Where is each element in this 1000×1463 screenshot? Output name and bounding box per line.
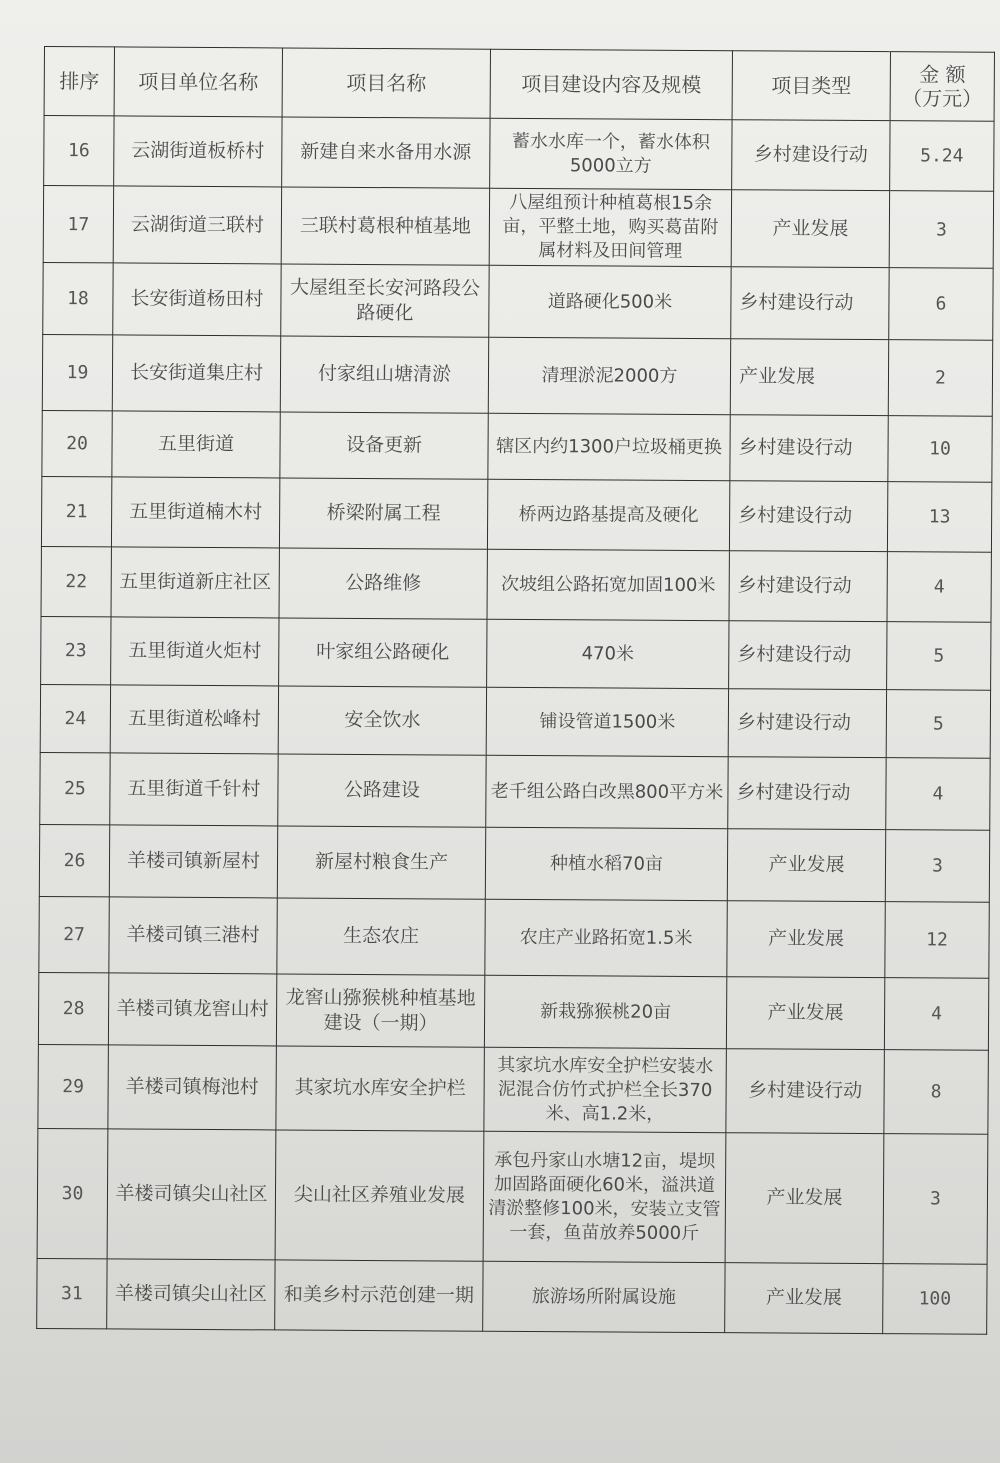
cell-type: 产业发展 xyxy=(725,1133,884,1264)
table-row xyxy=(38,972,988,1050)
cell-index: 29 xyxy=(38,1044,109,1128)
cell-content: 铺设管道1500米 xyxy=(486,687,728,756)
cell-index: 27 xyxy=(39,896,109,972)
cell-type: 产业发展 xyxy=(727,829,885,902)
cell-name: 大屋组至长安河路段公路硬化 xyxy=(281,264,489,337)
cell-amount: 13 xyxy=(887,482,991,553)
cell-unit: 长安街道杨田村 xyxy=(113,263,281,336)
cell-amount: 4 xyxy=(884,978,988,1051)
cell-amount: 12 xyxy=(885,902,989,979)
header-unit: 项目单位名称 xyxy=(114,47,282,117)
table-row xyxy=(43,186,993,269)
cell-content: 老千组公路白改黑800平方米 xyxy=(486,755,728,828)
cell-unit: 羊楼司镇尖山社区 xyxy=(107,1129,276,1260)
cell-type: 产业发展 xyxy=(731,190,889,268)
table-header-row xyxy=(44,47,994,122)
cell-type: 乡村建设行动 xyxy=(732,120,890,191)
cell-name: 其家坑水库安全护栏 xyxy=(276,1046,485,1131)
cell-index: 21 xyxy=(41,476,111,546)
cell-name: 安全饮水 xyxy=(278,686,486,755)
table-row xyxy=(41,476,991,552)
cell-unit: 羊楼司镇梅池村 xyxy=(108,1045,277,1130)
cell-name: 设备更新 xyxy=(280,412,488,479)
cell-content: 次坡组公路拓宽加固100米 xyxy=(487,549,729,620)
cell-type: 乡村建设行动 xyxy=(729,621,887,690)
cell-name: 付家组山塘清淤 xyxy=(280,336,488,413)
cell-type: 乡村建设行动 xyxy=(731,267,889,340)
cell-unit: 羊楼司镇尖山社区 xyxy=(107,1259,275,1330)
cell-unit: 五里街道新庄社区 xyxy=(111,547,279,618)
cell-unit: 羊楼司镇新屋村 xyxy=(109,825,277,898)
cell-unit: 五里街道楠木村 xyxy=(111,477,279,548)
table-row xyxy=(40,752,990,830)
cell-type: 产业发展 xyxy=(727,901,885,978)
cell-type: 产业发展 xyxy=(726,977,884,1050)
cell-type: 产业发展 xyxy=(725,1263,883,1334)
project-table xyxy=(36,46,995,1335)
cell-amount: 8 xyxy=(884,1050,989,1135)
table-row xyxy=(37,1258,987,1334)
cell-index: 26 xyxy=(39,824,109,896)
table-row xyxy=(38,1044,988,1134)
cell-index: 30 xyxy=(37,1128,108,1258)
cell-content: 其家坑水库安全护栏安装水泥混合仿竹式护栏全长370米、高1.2米， xyxy=(484,1047,727,1132)
cell-index: 23 xyxy=(41,616,111,684)
cell-name: 龙窖山猕猴桃种植基地建设（一期） xyxy=(276,974,484,1047)
cell-name: 新屋村粮食生产 xyxy=(277,826,485,899)
table-row xyxy=(39,896,989,978)
cell-content: 清理淤泥2000方 xyxy=(488,337,730,414)
cell-name: 尖山社区养殖业发展 xyxy=(275,1130,484,1261)
cell-content: 新栽猕猴桃20亩 xyxy=(484,975,726,1048)
cell-content: 八屋组预计种植葛根15余亩，平整土地，购买葛苗附属材料及田间管理 xyxy=(489,188,731,266)
cell-amount: 4 xyxy=(886,758,990,831)
cell-name: 生态农庄 xyxy=(277,898,485,975)
cell-amount: 6 xyxy=(889,268,993,341)
cell-content: 470米 xyxy=(487,619,729,688)
cell-unit: 云湖街道板桥村 xyxy=(114,116,282,187)
cell-index: 28 xyxy=(38,972,108,1044)
cell-unit: 羊楼司镇龙窖山村 xyxy=(108,973,276,1046)
cell-type: 乡村建设行动 xyxy=(729,551,887,622)
cell-type: 乡村建设行动 xyxy=(726,1049,885,1134)
cell-amount: 3 xyxy=(885,830,989,903)
cell-index: 16 xyxy=(44,116,114,186)
cell-amount: 3 xyxy=(889,191,993,269)
table-row xyxy=(42,334,992,416)
cell-type: 乡村建设行动 xyxy=(728,689,886,758)
cell-index: 22 xyxy=(41,546,111,616)
cell-amount: 10 xyxy=(888,416,992,483)
cell-amount: 2 xyxy=(888,340,992,417)
cell-unit: 五里街道火炬村 xyxy=(111,617,279,686)
cell-unit: 云湖街道三联村 xyxy=(113,186,281,264)
cell-name: 公路建设 xyxy=(278,754,486,827)
header-index: 排序 xyxy=(44,47,114,116)
cell-index: 31 xyxy=(37,1258,107,1328)
cell-content: 种植水稻70亩 xyxy=(485,827,727,900)
table-row xyxy=(43,262,993,340)
table-row xyxy=(41,546,991,622)
table-row xyxy=(44,116,994,192)
table-row xyxy=(42,410,992,482)
cell-unit: 五里街道千针村 xyxy=(110,753,278,826)
cell-content: 承包丹家山水塘12亩，堤坝加固路面硬化60米，溢洪道清淤整修100米，安装立支管一套，鱼苗放养5000斤 xyxy=(483,1131,726,1262)
cell-content: 道路硬化500米 xyxy=(489,265,731,338)
cell-content: 辖区内约1300户垃圾桶更换 xyxy=(488,413,730,480)
cell-type: 乡村建设行动 xyxy=(729,481,887,552)
header-amount: 金 额 （万元） xyxy=(890,52,994,122)
cell-unit: 五里街道松峰村 xyxy=(110,685,278,754)
cell-index: 19 xyxy=(42,334,112,410)
cell-content: 旅游场所附属设施 xyxy=(483,1261,725,1332)
cell-unit: 五里街道 xyxy=(112,411,280,478)
header-name: 项目名称 xyxy=(282,48,490,118)
cell-index: 20 xyxy=(42,410,112,476)
cell-index: 18 xyxy=(43,262,113,334)
table-row xyxy=(39,824,989,902)
cell-amount: 4 xyxy=(887,552,991,623)
cell-name: 和美乡村示范创建一期 xyxy=(275,1260,483,1331)
cell-name: 新建自来水备用水源 xyxy=(282,117,490,188)
cell-type: 产业发展 xyxy=(730,339,888,416)
cell-name: 公路维修 xyxy=(279,548,487,619)
project-table-wrapper xyxy=(36,46,994,1335)
cell-type: 乡村建设行动 xyxy=(730,415,888,482)
table-row xyxy=(37,1128,988,1264)
table-row xyxy=(41,616,991,690)
cell-content: 蓄水水库一个，蓄水体积5000立方 xyxy=(490,118,732,189)
cell-amount: 100 xyxy=(883,1264,987,1335)
cell-index: 17 xyxy=(43,186,113,263)
cell-index: 25 xyxy=(40,752,110,824)
cell-amount: 5 xyxy=(887,622,991,691)
cell-amount: 5 xyxy=(886,690,990,759)
cell-unit: 长安街道集庄村 xyxy=(112,335,280,412)
cell-type: 乡村建设行动 xyxy=(728,757,886,830)
cell-index: 24 xyxy=(40,684,110,752)
cell-name: 三联村葛根种植基地 xyxy=(281,187,489,265)
table-row xyxy=(40,684,990,758)
header-type: 项目类型 xyxy=(732,51,890,121)
cell-name: 叶家组公路硬化 xyxy=(279,618,487,687)
cell-content: 桥两边路基提高及硬化 xyxy=(487,479,729,550)
cell-unit: 羊楼司镇三港村 xyxy=(109,897,277,974)
cell-content: 农庄产业路拓宽1.5米 xyxy=(485,899,727,976)
cell-amount: 5.24 xyxy=(890,121,994,192)
cell-name: 桥梁附属工程 xyxy=(279,478,487,549)
header-content: 项目建设内容及规模 xyxy=(490,49,732,119)
cell-amount: 3 xyxy=(883,1134,988,1265)
